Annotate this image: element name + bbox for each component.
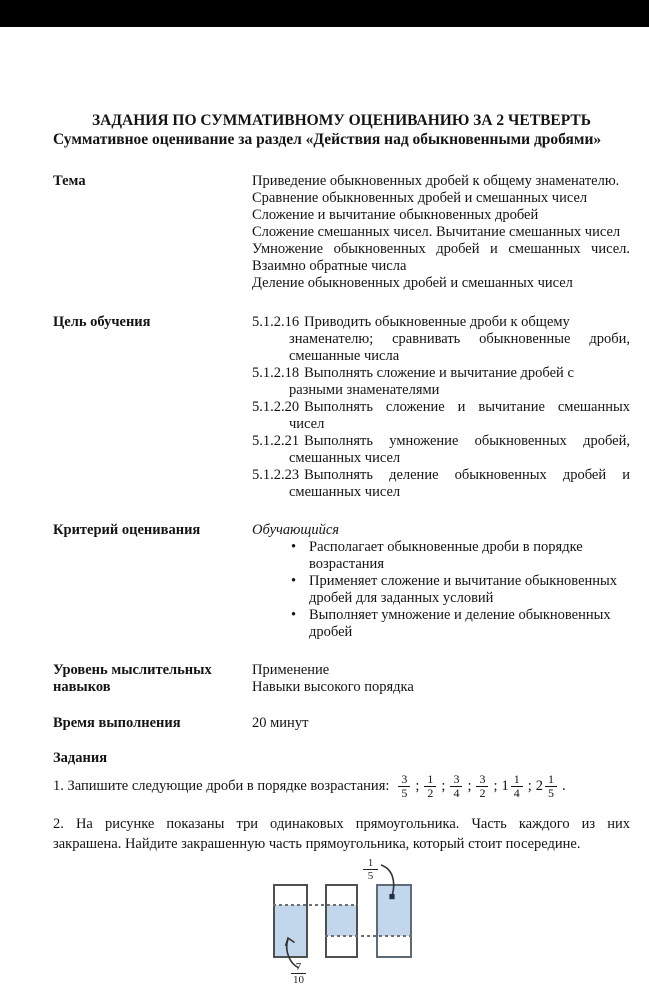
- tema-topic: Сравнение обыкновенных дробей и смешанных чисел: [252, 190, 588, 206]
- task-2-text: закрашена. Найдите закрашенную часть прямоугольника, который стоит посередине.: [53, 836, 581, 852]
- criteria-bullet: • Выполняет умножение и деление обыкновенных дробей: [289, 607, 630, 641]
- rectangle-right: [376, 884, 412, 958]
- tema-topic: Деление обыкновенных дробей и смешанных чисел: [252, 275, 573, 291]
- goal-text: смешанных чисел: [289, 450, 401, 466]
- fraction: $\frac{3}{5}$: [398, 773, 410, 800]
- goal-code: 5.1.2.20: [252, 399, 300, 415]
- goal-text: чисел: [289, 416, 325, 432]
- row-tema: [53, 173, 630, 292]
- level-value-line: Навыки высокого порядка: [252, 679, 414, 695]
- criteria-value: [252, 522, 630, 641]
- top-black-bar: [0, 0, 649, 27]
- goal-text: Приводить обыкновенные дроби к общему: [304, 314, 570, 330]
- document-title: ЗАДАНИЯ ПО СУММАТИВНОМУ ОЦЕНИВАНИЮ ЗА 2 ЧЕТВЕРТЬ: [92, 112, 591, 129]
- row-criteria: [53, 522, 630, 641]
- level-label: Уровень мыслительных навыков: [53, 662, 212, 695]
- tema-value: [252, 173, 630, 292]
- goal-item: [252, 365, 630, 399]
- goal-item: [252, 467, 630, 501]
- fraction-figure: [265, 856, 435, 998]
- shaded-region-right: [378, 886, 410, 936]
- document-subtitle: Суммативное оценивание за раздел «Действия над обыкновенными дробями»: [53, 131, 602, 148]
- goal-code: 5.1.2.16: [252, 314, 300, 330]
- rectangle-left: [273, 884, 308, 958]
- criteria-intro: Обучающийся: [252, 522, 340, 538]
- level-value: [252, 662, 630, 696]
- tema-topic: Умножение обыкновенных дробей и смешанных чисел.: [252, 241, 630, 257]
- rectangle-middle: [325, 884, 358, 958]
- fraction-separator: ;: [493, 778, 498, 794]
- fraction: $\frac{3}{2}$: [476, 773, 488, 800]
- task-2-text: 2. На рисунке показаны три одинаковых прямоугольника. Часть каждого из них: [53, 816, 630, 832]
- task-1-terminator: .: [562, 778, 566, 794]
- fraction-separator: ;: [467, 778, 472, 794]
- goal-text: Выполнять умножение обыкновенных дробей,: [304, 433, 630, 449]
- shaded-region-middle: [327, 905, 356, 936]
- row-time: [53, 715, 630, 732]
- goal-text: смешанных чисел: [289, 484, 401, 500]
- goal-text: разными знаменателями: [289, 382, 440, 398]
- criteria-label: Критерий оценивания: [53, 522, 201, 538]
- tasks-heading: Задания: [53, 750, 108, 766]
- tema-topic: Сложение и вычитание обыкновенных дробей: [252, 207, 539, 223]
- goal-code: 5.1.2.21: [252, 433, 300, 449]
- document-page: [0, 27, 649, 998]
- fraction: $\frac{3}{4}$: [450, 773, 462, 800]
- tema-topic: Приведение обыкновенных дробей к общему знаменателю.: [252, 173, 620, 189]
- criteria-bullet-list: [289, 539, 630, 641]
- fraction-label-right: $\frac{1}{5}$: [363, 858, 378, 882]
- goal-text: Выполнять сложение и вычитание дробей с: [304, 365, 574, 381]
- time-value: 20 минут: [252, 715, 309, 731]
- dashed-line-lower: [325, 935, 412, 937]
- fraction: $\frac{1}{2}$: [424, 773, 436, 800]
- level-value-line: Применение: [252, 662, 330, 678]
- mixed-number-whole: 1: [501, 778, 509, 794]
- criteria-bullet: • Применяет сложение и вычитание обыкновенных дробей для заданных условий: [289, 573, 630, 607]
- tema-topic: Сложение смешанных чисел. Вычитание смешанных чисел: [252, 224, 621, 240]
- goal-item: [252, 433, 630, 467]
- tema-label: Тема: [53, 173, 86, 189]
- goals-value: [252, 314, 630, 501]
- fraction: $\frac{1}{5}$: [545, 773, 557, 800]
- fraction-separator: ;: [441, 778, 446, 794]
- task-2: [53, 814, 630, 854]
- mixed-number-whole: 2: [535, 778, 544, 794]
- goal-code: 5.1.2.23: [252, 467, 300, 483]
- row-level: [53, 662, 630, 696]
- criteria-bullet: • Располагает обыкновенные дроби в порядке возрастания: [289, 539, 630, 573]
- goal-text: Выполнять сложение и вычитание смешанных: [304, 399, 630, 415]
- goal-text: смешанные числа: [289, 348, 400, 364]
- shaded-region-left: [275, 905, 306, 956]
- task-1-text: 1. Запишите следующие дроби в порядке возрастания:: [53, 778, 390, 794]
- goal-code: 5.1.2.18: [252, 365, 300, 381]
- goal-text: Выполнять деление обыкновенных дробей и: [304, 467, 630, 483]
- goals-label: Цель обучения: [53, 314, 151, 330]
- task-1: [53, 773, 630, 800]
- fraction: $\frac{1}{4}$: [511, 773, 523, 800]
- time-label: Время выполнения: [53, 715, 181, 731]
- goal-item: [252, 399, 630, 433]
- fraction-separator: ;: [527, 778, 532, 794]
- dashed-line-upper: [273, 904, 358, 906]
- row-goals: [53, 314, 630, 501]
- goal-item: [252, 314, 630, 365]
- fraction-separator: ;: [415, 778, 420, 794]
- tema-topic: Взаимно обратные числа: [252, 258, 407, 274]
- fraction-label-left: $\frac{7}{10}$: [293, 961, 304, 986]
- goal-text: знаменателю; сравнивать обыкновенные дроби,: [289, 331, 630, 347]
